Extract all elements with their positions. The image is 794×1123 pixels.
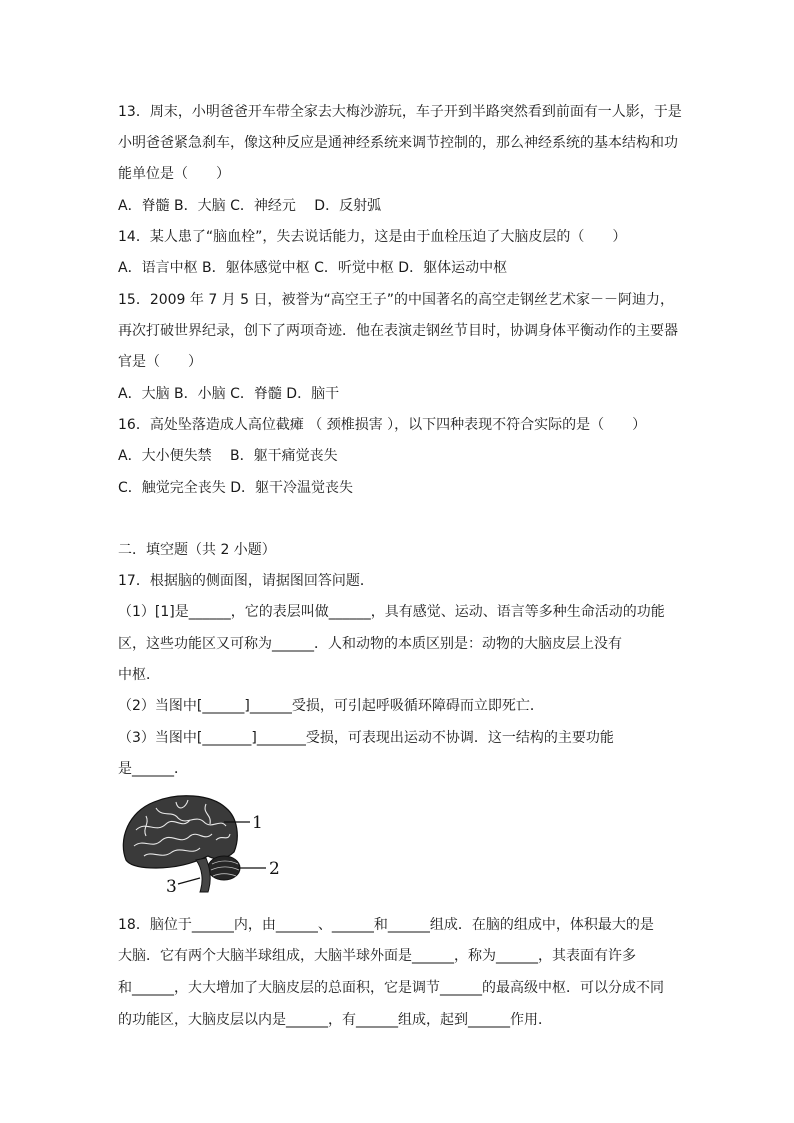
q18-line-2: 大脑．它有两个大脑半球组成，大脑半球外面是______，称为______，其表面有许多 xyxy=(118,948,636,964)
q13-line-1: 13．周末，小明爸爸开车带全家去大梅沙游玩，车子开到半路突然看到前面有一人影，于是 xyxy=(118,104,682,120)
q16-line-1: 16．高处坠落造成人高位截瘫 （ 颈椎损害 ），以下四种表现不符合实际的是（ ） xyxy=(118,417,647,433)
brainstem-shape xyxy=(196,858,210,892)
q17-line-1: 17．根据脑的侧面图，请据图回答问题． xyxy=(118,573,374,589)
brain-diagram xyxy=(116,790,291,900)
q18-line-3: 和______，大大增加了大脑皮层的总面积，它是调节______的最高级中枢．可以分成不同 xyxy=(118,980,664,996)
q14-options: A．语言中枢 B．躯体感觉中枢 C．听觉中枢 D．躯体运动中枢 xyxy=(118,260,508,276)
q17-part2: （2）当图中[______]______受损，可引起呼吸循环障碍而立即死亡． xyxy=(118,698,544,714)
q17-part1-line-2: 区，这些功能区又可称为______．人和动物的本质区别是：动物的大脑皮层上没有 xyxy=(118,636,622,652)
q15-options: A．大脑 B．小脑 C．脊髓 D．脑干 xyxy=(118,386,340,402)
label-3: 3 xyxy=(166,877,177,897)
q18-line-4: 的功能区，大脑皮层以内是______，有______组成，起到______作用． xyxy=(118,1012,552,1028)
label-1: 1 xyxy=(252,813,263,833)
q17-part1-line-1: （1）[1]是______，它的表层叫做______，具有感觉、运动、语言等多种生命活动的功能 xyxy=(118,604,665,620)
q13-line-2: 小明爸爸紧急刹车，像这种反应是通神经系统来调节控制的，那么神经系统的基本结构和功 xyxy=(118,135,678,151)
q17-part3-line-1: （3）当图中[_______]_______受损，可表现出运动不协调．这一结构的主要功能 xyxy=(118,730,614,746)
q16-options-2: C．触觉完全丧失 D．躯干冷温觉丧失 xyxy=(118,480,354,496)
q14-line-1: 14．某人患了“脑血栓”，失去说话能力，这是由于血栓压迫了大脑皮层的（ ） xyxy=(118,229,627,245)
q13-options: A．脊髓 B．大脑 C．神经元 D．反射弧 xyxy=(118,198,382,214)
q18-line-1: 18．脑位于______内，由______、______和______组成．在脑的组成中，体积最大的是 xyxy=(118,917,654,933)
label-2: 2 xyxy=(269,859,280,879)
q15-line-3: 官是（ ） xyxy=(118,354,202,370)
q17-part1-line-3: 中枢． xyxy=(118,667,160,683)
section-heading: 二．填空题（共 2 小题） xyxy=(118,542,276,558)
q13-line-3: 能单位是（ ） xyxy=(118,166,230,182)
q15-line-2: 再次打破世界纪录，创下了两项奇迹．他在表演走钢丝节目时，协调身体平衡动作的主要器 xyxy=(118,323,678,339)
q16-options-1: A．大小便失禁 B．躯干痛觉丧失 xyxy=(118,448,338,464)
cerebellum-shape xyxy=(208,856,240,880)
q15-line-1: 15．2009 年 7 月 5 日，被誉为“高空王子”的中国著名的高空走钢丝艺术家－－阿迪力， xyxy=(118,292,675,308)
q17-part3-line-2: 是______． xyxy=(118,761,188,777)
